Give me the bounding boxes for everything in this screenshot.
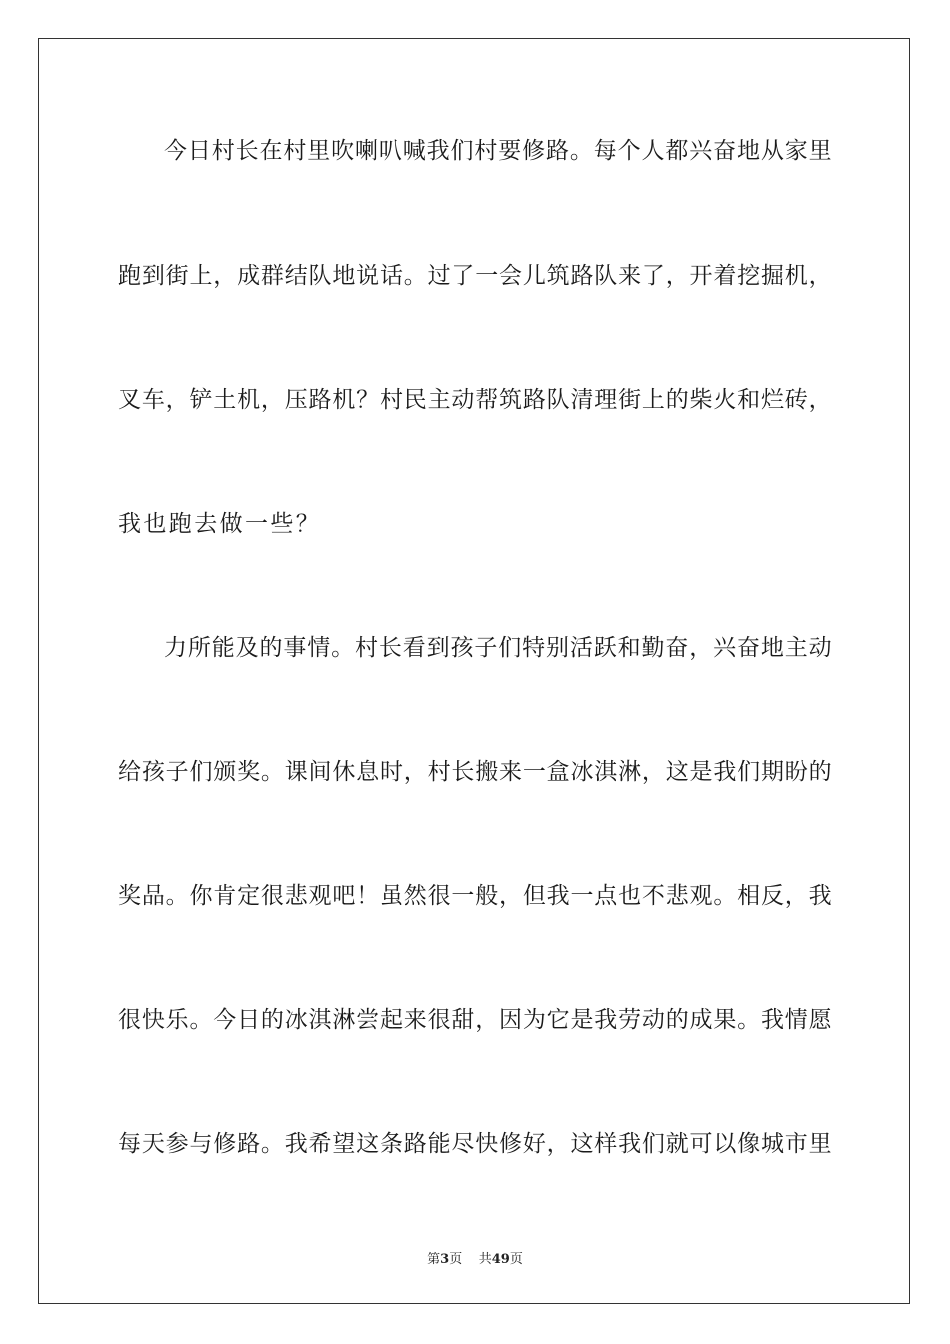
footer-total-prefix: 共 bbox=[478, 1252, 492, 1267]
footer-total-pages: 49 bbox=[491, 1252, 510, 1267]
paragraph-2-line-1: 力 所 能 及 的 事 情 。 村 长 看 到 孩 子 们 特 别 活 跃 和 勤 奋 ， 兴 奋 地 主 动 bbox=[164, 635, 832, 661]
paragraph-1-line-1: 今 日 村 长 在 村 里 吹 喇 叭 喊 我 们 村 要 修 路 。 每 个 人 都 兴 奋 地 从 家 里 bbox=[164, 138, 832, 164]
paragraph-2-line-4: 很 快 乐 。 今 日 的 冰 淇 淋 尝 起 来 很 甜 ， 因 为 它 是 我 劳 动 的 成 果 。 我 情 愿 bbox=[118, 1007, 832, 1033]
paragraph-1-line-4: 我也跑去做一些？ bbox=[118, 511, 322, 537]
paragraph-1-line-2: 跑 到 街 上 ， 成 群 结 队 地 说 话 。 过 了 一 会 儿 筑 路 队 来 了 ， 开 着 挖 掘 机 ， bbox=[118, 263, 832, 289]
footer-page-suffix: 页 bbox=[449, 1252, 463, 1267]
paragraph-2-line-5: 每 天 参 与 修 路 。 我 希 望 这 条 路 能 尽 快 修 好 ， 这 样 我 们 就 可 以 像 城 市 里 bbox=[118, 1131, 832, 1157]
footer-prefix: 第 bbox=[427, 1252, 441, 1267]
page-footer bbox=[0, 1248, 950, 1267]
paragraph-2-line-2: 给 孩 子 们 颁 奖 。 课 间 休 息 时 ， 村 长 搬 来 一 盒 冰 淇 淋 ， 这 是 我 们 期 盼 的 bbox=[118, 759, 832, 785]
paragraph-1-line-3: 叉 车 ， 铲 土 机 ， 压 路 机 ？ 村 民 主 动 帮 筑 路 队 清 理 街 上 的 柴 火 和 烂 砖 ， bbox=[118, 387, 832, 413]
page-frame bbox=[38, 38, 910, 1304]
footer-total-suffix: 页 bbox=[509, 1252, 523, 1267]
paragraph-2-line-3: 奖 品 。 你 肯 定 很 悲 观 吧 ！ 虽 然 很 一 般 ， 但 我 一 点 也 不 悲 观 。 相 反 ， 我 bbox=[118, 883, 832, 909]
footer-page-number: 3 bbox=[440, 1252, 450, 1267]
